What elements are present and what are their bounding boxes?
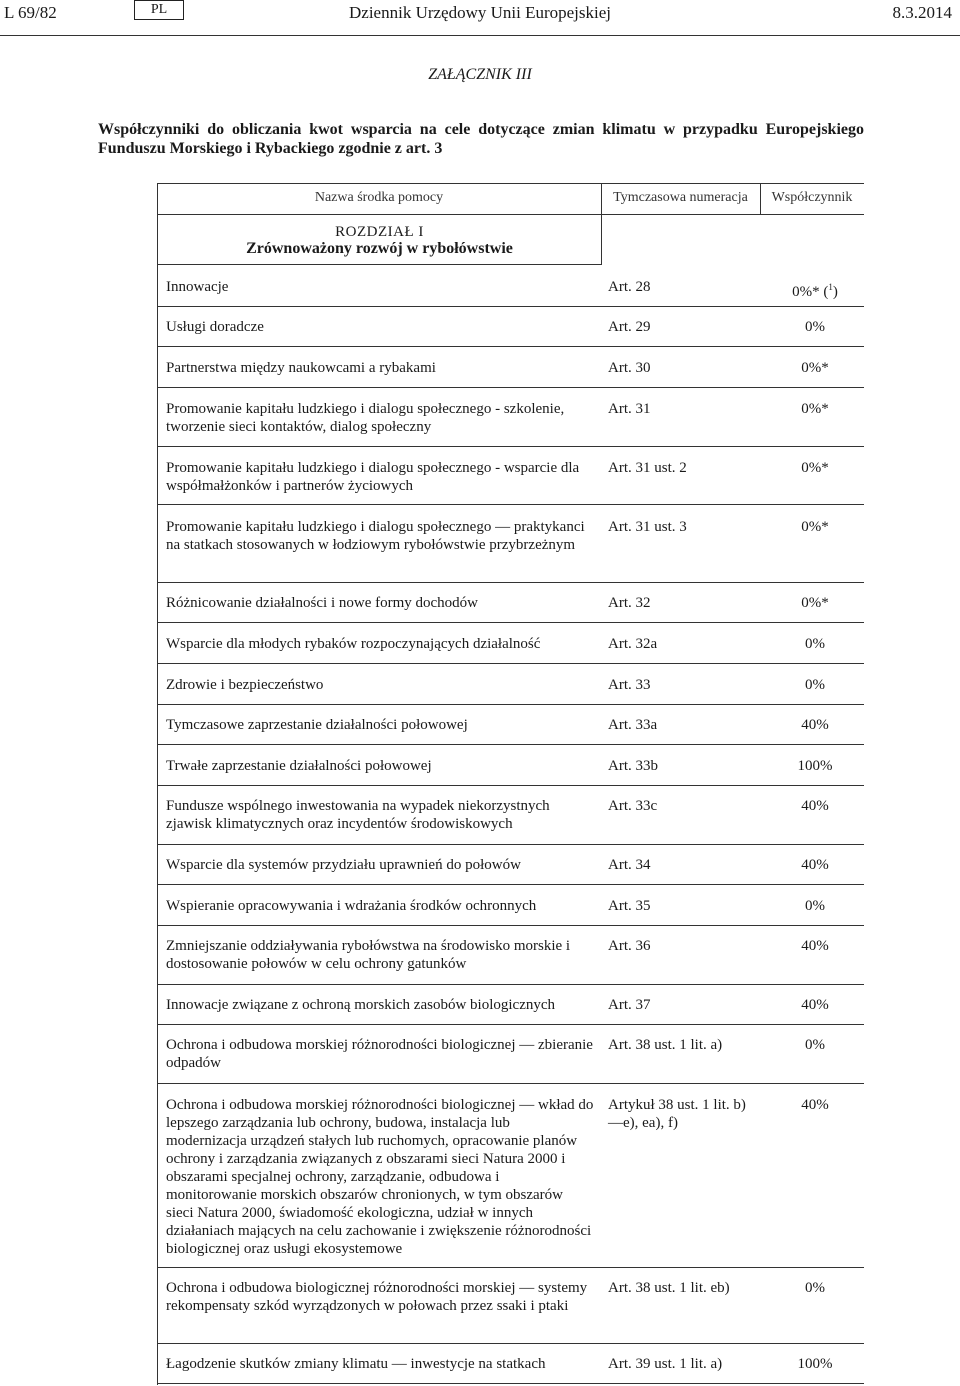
table-row-article: Art. 32 (608, 595, 651, 611)
table-row-coefficient: 0% (805, 319, 825, 335)
row-divider (157, 387, 864, 388)
header-divider (0, 35, 960, 36)
table-row-coefficient: 40% (801, 997, 829, 1013)
table-row-name: Fundusze wspólnego inwestowania na wypadek niekorzystnych zjawisk klimatycznych oraz incydentów środowiskowych (166, 798, 550, 832)
table-row-coefficient: 40% (801, 717, 829, 733)
table-row-coefficient: 0%* (801, 360, 829, 376)
section-title: Zrównoważony rozwój w rybołówstwie (246, 240, 513, 257)
table-row-article: Art. 33 (608, 677, 651, 693)
journal-title: Dziennik Urzędowy Unii Europejskiej (349, 3, 612, 22)
table-row-name: Zdrowie i bezpieczeństwo (166, 677, 324, 693)
row-divider (157, 884, 864, 885)
table-row-article: Art. 31 ust. 2 (608, 460, 687, 476)
table-row-name: Innowacje związane z ochroną morskich zasobów biologicznych (166, 997, 556, 1013)
section-divider (601, 214, 602, 264)
table-row-coefficient: 0% (805, 677, 825, 693)
table-row-name: Usługi doradcze (166, 319, 264, 335)
annex-label: ZAŁĄCZNIK III (428, 66, 532, 83)
table-row-article: Art. 35 (608, 898, 651, 914)
table-row-coefficient: 100% (797, 758, 833, 774)
table-row-coefficient: 40% (801, 857, 829, 873)
table-row-coefficient: 0%* (801, 519, 829, 535)
row-divider (157, 663, 864, 664)
row-divider (157, 1024, 864, 1025)
column-header-numbering: Tymczasowa numeracja (613, 190, 748, 205)
table-row-name: Promowanie kapitału ludzkiego i dialogu społecznego - wsparcie dla współmałżonków i partnerów życiowych (166, 460, 580, 494)
coefficient-value: 0%* (792, 284, 820, 300)
table-row-coefficient: 0%* (801, 595, 829, 611)
table-row-name: Ochrona i odbudowa morskiej różnorodności biologicznej — zbieranie odpadów (166, 1037, 593, 1071)
table-row-name: Tymczasowe zaprzestanie działalności połowowej (166, 717, 468, 733)
row-divider (157, 504, 864, 505)
table-row-coefficient: 40% (801, 798, 829, 814)
row-divider (157, 1083, 864, 1084)
table-row-name: Wsparcie dla systemów przydziału uprawnień do połowów (166, 857, 521, 873)
row-divider (157, 744, 864, 745)
language-badge: PL (134, 0, 184, 20)
table-row-coefficient: 0% (805, 636, 825, 652)
table-row-coefficient: 0% (805, 898, 825, 914)
table-top-border (157, 183, 864, 184)
table-row-article: Art. 29 (608, 319, 651, 335)
table-row-article: Art. 28 (608, 279, 651, 295)
row-divider (157, 306, 864, 307)
table-row-article: Art. 34 (608, 857, 651, 873)
table-row-name: Innowacje (166, 279, 229, 295)
row-divider (157, 925, 864, 926)
table-row-name: Wsparcie dla młodych rybaków rozpoczynających działalność (166, 636, 541, 652)
page-reference: L 69/82 (4, 3, 57, 22)
row-divider (157, 1267, 864, 1268)
table-row-coefficient: 0%* (801, 460, 829, 476)
table-row-coefficient: 0%* (801, 401, 829, 417)
row-divider (157, 346, 864, 347)
column-header-name: Nazwa środka pomocy (314, 190, 444, 205)
publication-date: 8.3.2014 (892, 3, 952, 22)
row-divider (157, 622, 864, 623)
footnote-ref: 1 (828, 282, 833, 292)
table-row-name: Zmniejszanie oddziaływania rybołówstwa na środowisko morskie i dostosowanie połowów w celu ochrony gatunków (166, 938, 571, 972)
table-row-article: Art. 31 (608, 401, 651, 417)
row-divider (157, 704, 864, 705)
row-divider (157, 1343, 864, 1344)
row-divider (157, 785, 864, 786)
table-row-article: Artykuł 38 ust. 1 lit. b)—e), ea), f) (608, 1097, 746, 1131)
table-row-coefficient: 40% (801, 1097, 829, 1113)
row-divider (157, 844, 864, 845)
table-row-name: Ochrona i odbudowa morskiej różnorodności biologicznej — wkład do lepszego zarządzania lub ochrony, budowa, instalacja lub modernizacja urządzeń stałych lub ruchomych, opracowanie planów ochrony i zarządzania związanych z obszarami sieci Natura 2000 i obszarami specjalnej ochrony, zarządzanie, odbudowa i monitorowanie morskich obszarów chronionych, w tym obszarów sieci Natura 2000, świadomość ekologiczna, udział w innych działaniach mających na celu zachowanie i zwiększenie różnorodności biologicznej oraz usługi ekosystemowe (166, 1097, 594, 1257)
table-row-article: Art. 38 ust. 1 lit. a) (608, 1037, 723, 1053)
table-row-article: Art. 36 (608, 938, 651, 954)
row-divider (157, 582, 864, 583)
table-row-article: Art. 38 ust. 1 lit. eb) (608, 1280, 730, 1296)
row-divider (157, 446, 864, 447)
annex-title: Współczynniki do obliczania kwot wsparcia na cele dotyczące zmian klimatu w przypadku Europejskiego Funduszu Morskiego i Rybackiego zgodnie z art. 3 (98, 121, 864, 157)
section-label: ROZDZIAŁ I (335, 224, 424, 240)
table-row-name: Łagodzenie skutków zmiany klimatu — inwestycje na statkach (166, 1356, 546, 1372)
column-header-coefficient: Współczynnik (771, 190, 853, 205)
table-row-article: Art. 37 (608, 997, 651, 1013)
table-row-article: Art. 33c (608, 798, 658, 814)
table-row-article: Art. 30 (608, 360, 651, 376)
table-row-name: Różnicowanie działalności i nowe formy dochodów (166, 595, 478, 611)
table-row-name: Promowanie kapitału ludzkiego i dialogu społecznego - szkolenie, tworzenie sieci kontaktów, dialog społeczny (166, 401, 565, 435)
table-row-article: Art. 39 ust. 1 lit. a) (608, 1356, 723, 1372)
header-row-border (157, 214, 864, 215)
table-row-name: Ochrona i odbudowa biologicznej różnorodności morskiej — systemy rekompensaty szkód wyrządzonych w połowach przez ssaki i ptaki (166, 1280, 588, 1314)
table-row-name: Trwałe zaprzestanie działalności połowowej (166, 758, 432, 774)
table-row-article: Art. 32a (608, 636, 658, 652)
row-divider (157, 984, 864, 985)
table-row-name: Partnerstwa między naukowcami a rybakami (166, 360, 436, 376)
table-row-coefficient: 0%* ($^1$) (792, 282, 838, 300)
table-row-name: Promowanie kapitału ludzkiego i dialogu społecznego — praktykanci na statkach stosowanych w łodziowym rybołówstwie przybrzeżnym (166, 519, 585, 553)
table-row-article: Art. 33b (608, 758, 658, 774)
section-row-border (157, 264, 602, 265)
table-row-coefficient: 40% (801, 938, 829, 954)
journal-header (0, 0, 960, 30)
table-bottom-border (157, 1383, 864, 1384)
table-left-border (157, 183, 158, 1385)
table-row-article: Art. 33a (608, 717, 658, 733)
table-row-coefficient: 0% (805, 1037, 825, 1053)
table-row-coefficient: 100% (797, 1356, 833, 1372)
table-row-coefficient: 0% (805, 1280, 825, 1296)
table-row-article: Art. 31 ust. 3 (608, 519, 687, 535)
table-row-name: Wspieranie opracowywania i wdrażania środków ochronnych (166, 898, 537, 914)
